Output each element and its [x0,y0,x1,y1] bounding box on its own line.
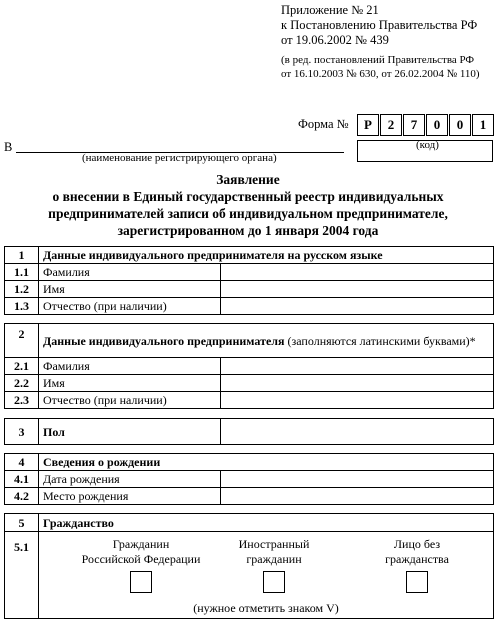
section-number: 5 [5,514,39,532]
name-ru-field[interactable] [221,281,494,298]
row-label: Отчество (при наличии) [39,298,221,315]
row-label: Имя [39,281,221,298]
row-number: 2.3 [5,392,39,409]
section-number: 4 [5,454,39,471]
section-1-table [4,246,494,315]
registry-code-hint: (код) [416,139,439,151]
option-label: гражданства [385,552,449,566]
option-foreign-citizen [209,537,339,597]
row-number: 4.1 [5,471,39,488]
row-number: 1.3 [5,298,39,315]
rf-citizen-checkbox[interactable] [130,571,152,593]
row-number: 2.2 [5,375,39,392]
form-code-cell: 7 [403,114,425,136]
patronymic-lat-field[interactable] [221,392,494,409]
section-title: Данные индивидуального предпринимателя на русском языке [39,247,494,264]
row-number: 1.1 [5,264,39,281]
section-number: 3 [5,419,39,445]
section-title [39,324,494,358]
row-label: Дата рождения [39,471,221,488]
row-number: 4.2 [5,488,39,505]
row-number: 5.1 [5,532,39,619]
citizenship-note: (нужное отметить знаком V) [193,601,339,615]
section-title-note: (заполняются латинскими буквами)* [284,333,476,348]
registry-organ-hint: (наименование регистрирующего органа) [82,152,277,164]
section-number: 2 [5,324,39,358]
form-code-cell: 2 [380,114,402,136]
row-label: Отчество (при наличии) [39,392,221,409]
surname-lat-field[interactable] [221,358,494,375]
edition-line-1: (в ред. постановлений Правительства РФ [281,54,475,66]
section-number: 1 [5,247,39,264]
registry-prefix: В [4,140,13,154]
section-5-table [4,513,494,619]
section-title: Гражданство [39,514,494,532]
section-3-table [4,418,494,445]
surname-ru-field[interactable] [221,264,494,281]
option-label: Иностранный [238,537,310,551]
section-title-bold: Данные индивидуального предпринимателя [43,333,285,348]
option-label: Российской Федерации [81,552,201,566]
form-code-cell: Р [357,114,379,136]
form-code-cell: 1 [472,114,494,136]
name-lat-field[interactable] [221,375,494,392]
row-label: Место рождения [39,488,221,505]
citizenship-options [39,532,494,619]
edition-line-2: от 16.10.2003 № 630, от 26.02.2004 № 110) [281,68,480,80]
section-4-table [4,453,494,505]
row-number: 2.1 [5,358,39,375]
row-label: Имя [39,375,221,392]
option-label: Лицо без [393,537,441,551]
gender-field[interactable] [221,419,494,445]
section-2-table [4,323,494,409]
document-title: Заявление [216,172,280,187]
document-title-line-4: зарегистрированном до 1 января 2004 года [117,223,379,238]
document-title-line-2: о внесении в Единый государственный реестр индивидуальных [52,189,444,204]
row-label: Фамилия [39,264,221,281]
option-label: Гражданин [112,537,170,551]
option-stateless [357,537,477,597]
patronymic-ru-field[interactable] [221,298,494,315]
row-number: 1.2 [5,281,39,298]
birth-place-field[interactable] [221,488,494,505]
to-resolution: к Постановлению Правительства РФ [281,18,478,32]
registry-organ-field[interactable] [16,139,344,153]
foreign-citizen-checkbox[interactable] [263,571,285,593]
document-title-line-3: предпринимателей записи об индивидуальном предпринимателе, [48,206,448,221]
stateless-checkbox[interactable] [406,571,428,593]
section-title: Пол [39,419,221,445]
section-title: Сведения о рождении [39,454,494,471]
form-code-cell: 0 [426,114,448,136]
form-number-label: Форма № [298,117,349,131]
option-rf-citizen [71,537,211,597]
appendix-title: Приложение № 21 [281,3,379,17]
resolution-date: от 19.06.2002 № 439 [281,33,389,47]
birth-date-field[interactable] [221,471,494,488]
row-label: Фамилия [39,358,221,375]
option-label: гражданин [246,552,302,566]
form-code-cell: 0 [449,114,471,136]
